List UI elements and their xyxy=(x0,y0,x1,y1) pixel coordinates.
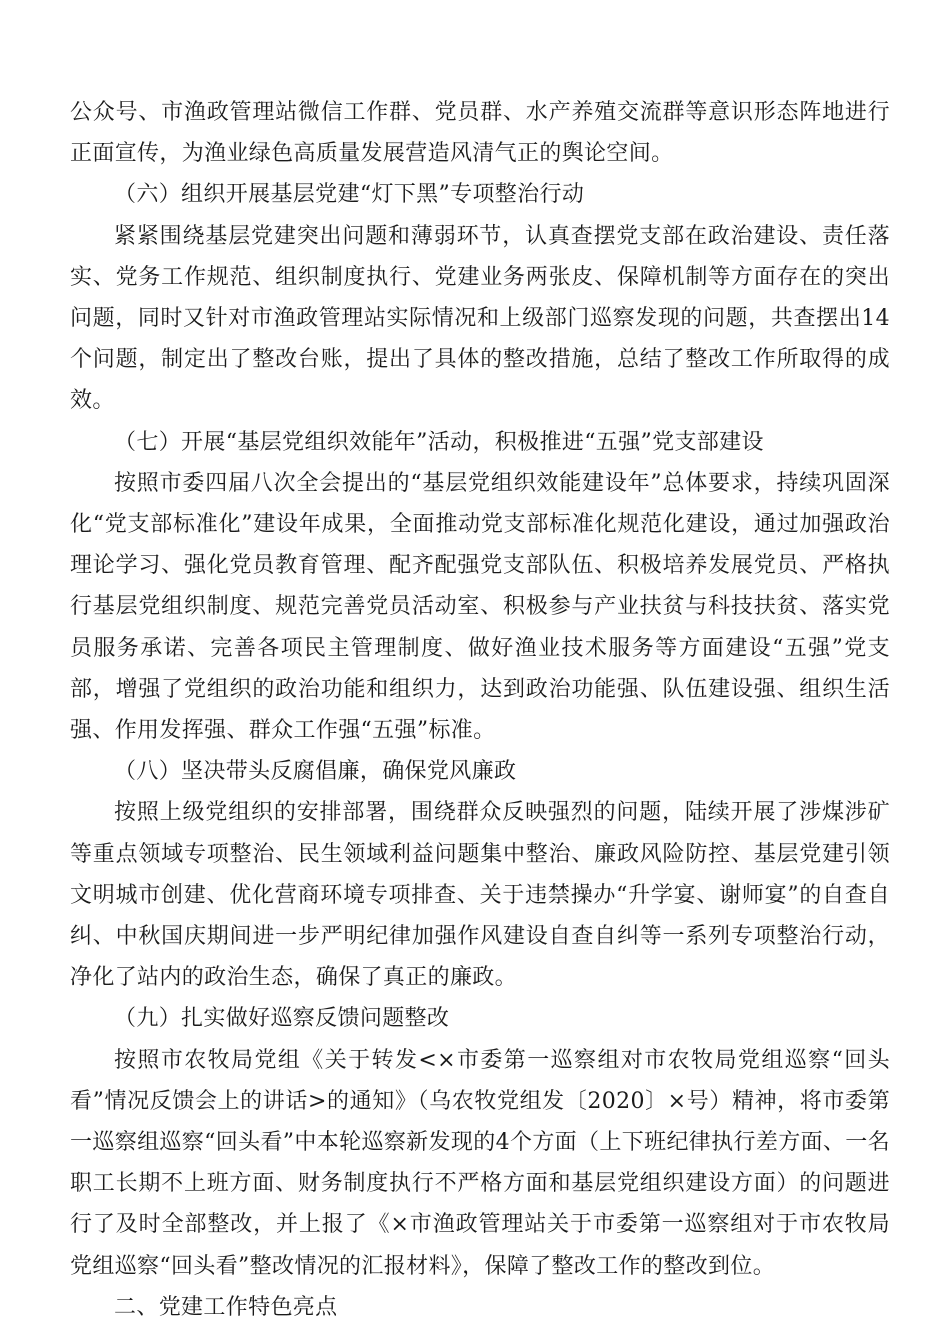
paragraph-continued: 公众号、市渔政管理站微信工作群、党员群、水产养殖交流群等意识形态阵地进行正面宣传，为渔业绿色高质量发展营造风清气正的舆论空间。 xyxy=(70,100,890,167)
paragraph-section-seven: 按照市委四届八次全会提出的“基层党组织效能建设年”总体要求，持续巩固深化“党支部标准化”建设年成果，全面推动党支部标准化规范化建设，通过加强政治理论学习、强化党员教育管理、配齐配强党支部队伍、积极培养发展党员、严格执行基层党组织制度、规范完善党员活动室、积极参与产业扶贫与科技扶贫、落实党员服务承诺、完善各项民主管理制度、做好渔业技术服务等方面建设“五强”党支部，增强了党组织的政治功能和组织力，达到政治功能强、队伍建设强、组织生活强、作用发挥强、群众工作强“五强”标准。 xyxy=(70,470,890,744)
document-body xyxy=(70,92,890,1328)
section-heading-seven: （七）开展“基层党组织效能年”活动，积极推进“五强”党支部建设 xyxy=(114,429,764,455)
paragraph-section-nine: 按照市农牧局党组《关于转发<×市委第一巡察组对市农牧局党组巡察“回头看”情况反馈会上的讲话>的通知》（乌农牧党组发〔2020〕×号）精神，将市委第一巡察组巡察“回头看”中本轮巡察新发现的4个方面（上下班纪律执行差方面、一名职工长期不上班方面、财务制度执行不严格方面和基层党组织建设方面）的问题进行了及时全部整改，并上报了《×市渔政管理站关于市委第一巡察组对于市农牧局党组巡察“回头看”整改情况的汇报材料》，保障了整改工作的整改到位。 xyxy=(70,1047,890,1279)
paragraph-section-six: 紧紧围绕基层党建突出问题和薄弱环节，认真查摆党支部在政治建设、责任落实、党务工作规范、组织制度执行、党建业务两张皮、保障机制等方面存在的突出问题，同时又针对市渔政管理站实际情况和上级部门巡察发现的问题，共查摆出14个问题，制定出了整改台账，提出了具体的整改措施，总结了整改工作所取得的成效。 xyxy=(70,223,890,414)
paragraph-section-eight: 按照上级党组织的安排部署，围绕群众反映强烈的问题，陆续开展了涉煤涉矿等重点领域专项整治、民生领域利益问题集中整治、廉政风险防控、基层党建引领文明城市创建、优化营商环境专项排查、关于违禁操办“升学宴、谢师宴”的自查自纠、中秋国庆期间进一步严明纪律加强作风建设自查自纠等一系列专项整治行动，净化了站内的政治生态，确保了真正的廉政。 xyxy=(70,800,890,991)
section-heading-six: （六）组织开展基层党建“灯下黑”专项整治行动 xyxy=(114,182,585,208)
section-heading-eight: （八）坚决带头反腐倡廉，确保党风廉政 xyxy=(114,759,517,785)
section-heading-nine: （九）扎实做好巡察反馈问题整改 xyxy=(114,1006,450,1032)
chapter-heading-two: 二、党建工作特色亮点 xyxy=(114,1294,338,1320)
